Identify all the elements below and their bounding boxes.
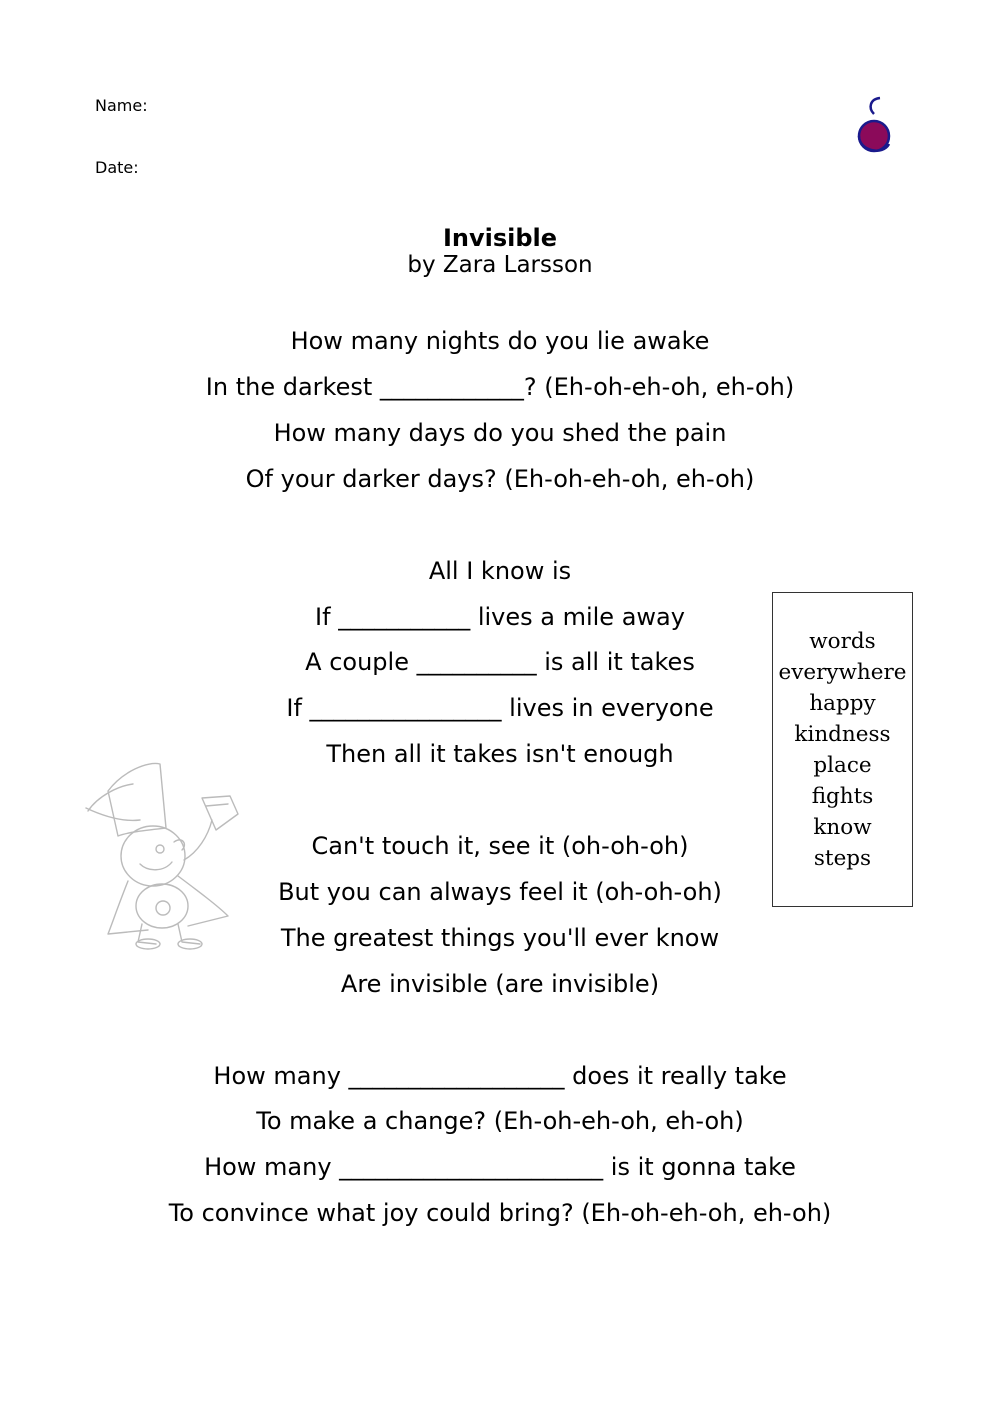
word-bank-item: kindness xyxy=(794,722,891,747)
date-label: Date: xyxy=(95,158,139,177)
lyric-line-blank: How many __________________ does it really take xyxy=(213,1062,787,1090)
word-bank-item: place xyxy=(813,753,872,778)
word-bank-item: steps xyxy=(813,846,872,871)
lyric-line: The greatest things you'll ever know xyxy=(280,924,720,952)
song-artist: by Zara Larsson xyxy=(407,252,593,278)
lyric-line-blank: In the darkest ____________? (Eh-oh-eh-oh, eh-oh) xyxy=(205,373,795,401)
lyric-line: Then all it takes isn't enough xyxy=(326,740,674,768)
lyric-line: How many nights do you lie awake xyxy=(290,327,710,355)
lyric-line-blank: How many ______________________ is it gonna take xyxy=(204,1153,796,1181)
word-bank xyxy=(772,592,913,907)
lyric-line-blank: If ________________ lives in everyone xyxy=(286,694,714,722)
lyric-line: Of your darker days? (Eh-oh-eh-oh, eh-oh) xyxy=(245,465,755,493)
lyric-line: All I know is xyxy=(428,557,572,585)
lyric-line: Can't touch it, see it (oh-oh-oh) xyxy=(311,832,689,860)
logo-icon xyxy=(850,96,898,158)
word-bank-item: know xyxy=(813,815,872,840)
lyric-line: But you can always feel it (oh-oh-oh) xyxy=(278,878,722,906)
lyric-line: Are invisible (are invisible) xyxy=(340,970,660,998)
lyric-line-blank: If ___________ lives a mile away xyxy=(315,603,685,631)
lyric-line: To make a change? (Eh-oh-eh-oh, eh-oh) xyxy=(256,1107,744,1135)
lyric-line-blank: A couple __________ is all it takes xyxy=(305,648,695,676)
word-bank-item: fights xyxy=(811,784,874,809)
lyric-line: How many days do you shed the pain xyxy=(273,419,727,447)
word-bank-item: words xyxy=(809,629,876,654)
name-label: Name: xyxy=(95,96,148,115)
song-title: Invisible xyxy=(442,224,558,252)
cartoon-character-sketch-icon xyxy=(78,756,248,956)
word-bank-item: everywhere xyxy=(778,660,907,685)
word-bank-item: happy xyxy=(809,691,876,716)
lyric-line: To convince what joy could bring? (Eh-oh-eh-oh, eh-oh) xyxy=(168,1199,832,1227)
